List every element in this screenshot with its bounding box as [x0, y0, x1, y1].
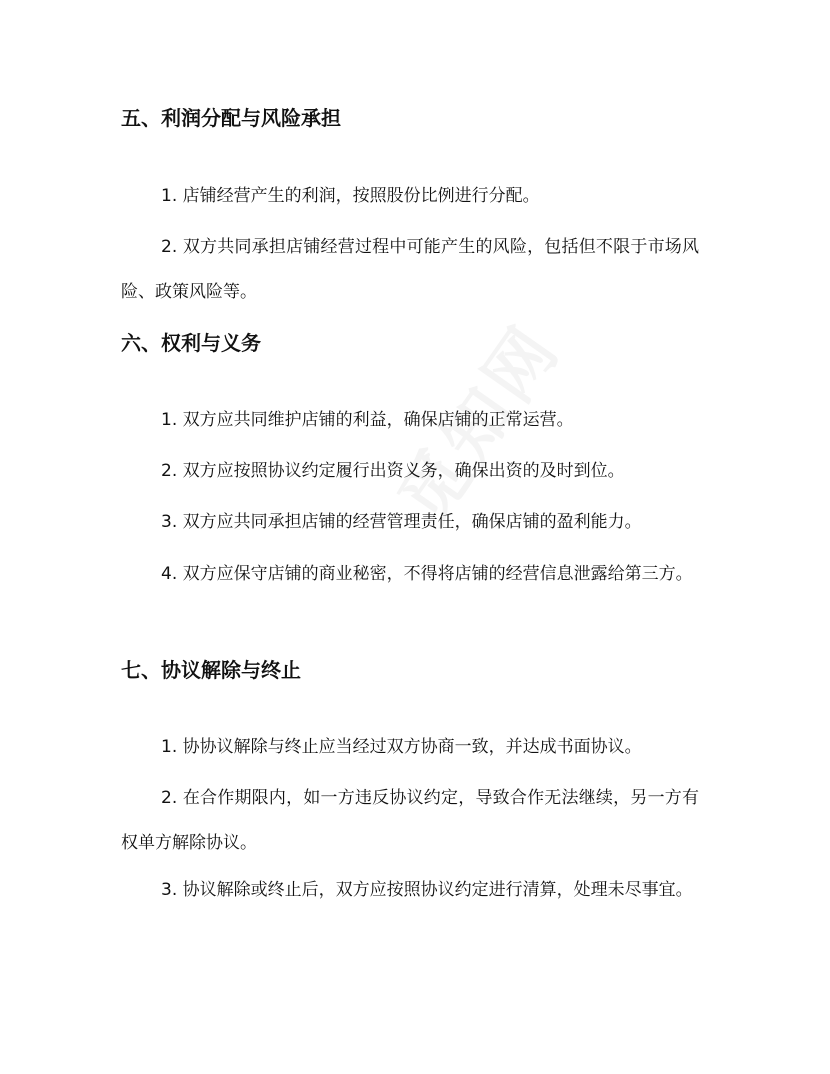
section-7-item-2: 2. 在合作期限内，如一方违反协议约定，导致合作无法继续，另一方有权单方解除协议。	[121, 788, 699, 853]
section-7-item-1: 1. 协协议解除与终止应当经过双方协商一致，并达成书面协议。	[161, 737, 642, 757]
section-5-item-2: 2. 双方共同承担店铺经营过程中可能产生的风险，包括但不限于市场风险、政策风险等。	[121, 237, 699, 302]
section-6-item-4: 4. 双方应保守店铺的商业秘密，不得将店铺的经营信息泄露给第三方。	[161, 564, 693, 584]
section-6-item-1: 1. 双方应共同维护店铺的利益，确保店铺的正常运营。	[161, 410, 574, 430]
section-heading-5: 五、利润分配与风险承担	[121, 106, 341, 130]
section-heading-6: 六、权利与义务	[121, 331, 261, 355]
section-6-item-3: 3. 双方应共同承担店铺的经营管理责任，确保店铺的盈利能力。	[161, 512, 642, 532]
section-7-item-3: 3. 协议解除或终止后，双方应按照协议约定进行清算，处理未尽事宜。	[161, 880, 693, 900]
section-5-item-1: 1. 店铺经营产生的利润，按照股份比例进行分配。	[161, 186, 540, 206]
section-heading-7: 七、协议解除与终止	[121, 658, 301, 682]
section-6-item-2: 2. 双方应按照协议约定履行出资义务，确保出资的及时到位。	[161, 461, 625, 481]
